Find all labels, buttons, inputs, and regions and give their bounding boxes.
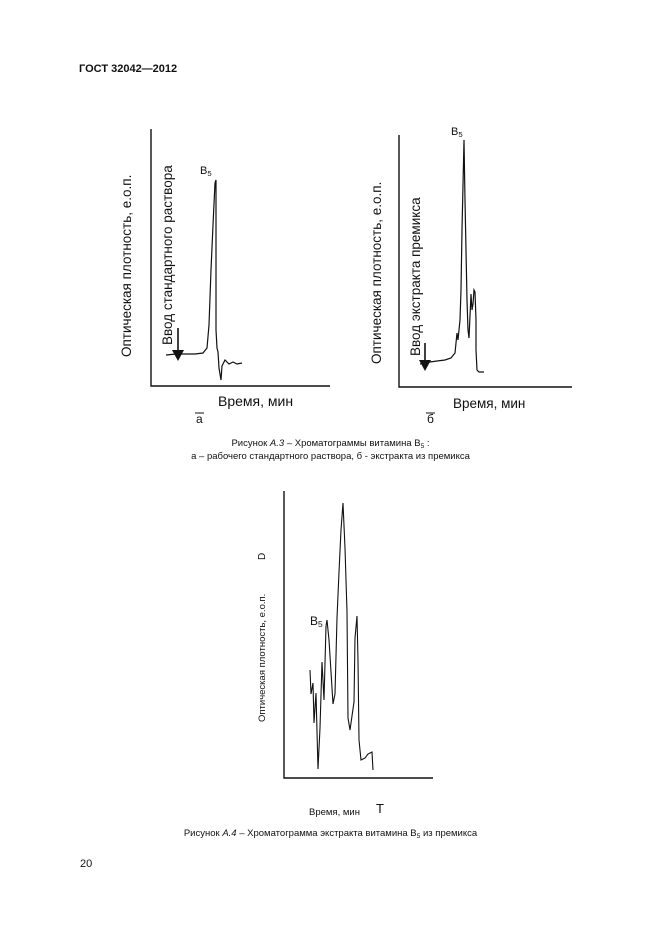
fig-a-xlabel: Время, мин — [218, 393, 294, 409]
fig-b-injection-label: Ввод экстракта премикса — [408, 197, 423, 356]
figure-a4-caption: Рисунок А.4 – Хроматограмма экстракта витамина $B_5$ из премикса — [183, 828, 478, 840]
fig-a-arrow-head — [172, 350, 184, 361]
fig-a4-ylabel: Оптическая плотность, е.о.п. — [257, 593, 268, 722]
fig-b-trace — [420, 140, 484, 372]
fig-b-panel-letter: б — [427, 412, 434, 426]
fig-a-panel-letter: а — [196, 412, 203, 426]
fig-a-ylabel: Оптическая плотность, е.о.п. — [119, 174, 134, 357]
fig-a-peak-label: $B_5$ — [200, 165, 212, 178]
fig-b-peak-label: $B_5$ — [451, 126, 463, 139]
fig-a4-x-letter: T — [376, 801, 384, 816]
fig-b-arrow-head — [419, 360, 431, 371]
page-number: 20 — [80, 858, 93, 870]
figure-a3-caption-line2: а – рабочего стандартного раствора, б - экстракта из премикса — [191, 451, 470, 462]
fig-a4-xlabel: Время, мин — [309, 807, 360, 818]
figure-a3-caption: Рисунок А.3 – Хроматограммы витамина $B_5$ : — [231, 438, 430, 450]
fig-a-injection-label: Ввод стандартного раствора — [160, 165, 175, 345]
document-header: ГОСТ 32042—2012 — [79, 63, 178, 75]
fig-b-ylabel: Оптическая плотность, е.о.п. — [369, 181, 384, 364]
fig-a4-trace — [310, 503, 373, 770]
fig-b-xlabel: Время, мин — [453, 396, 526, 411]
fig-a4-y-letter: D — [257, 552, 268, 560]
fig-a4-peak-label: $B_5$ — [310, 614, 323, 629]
